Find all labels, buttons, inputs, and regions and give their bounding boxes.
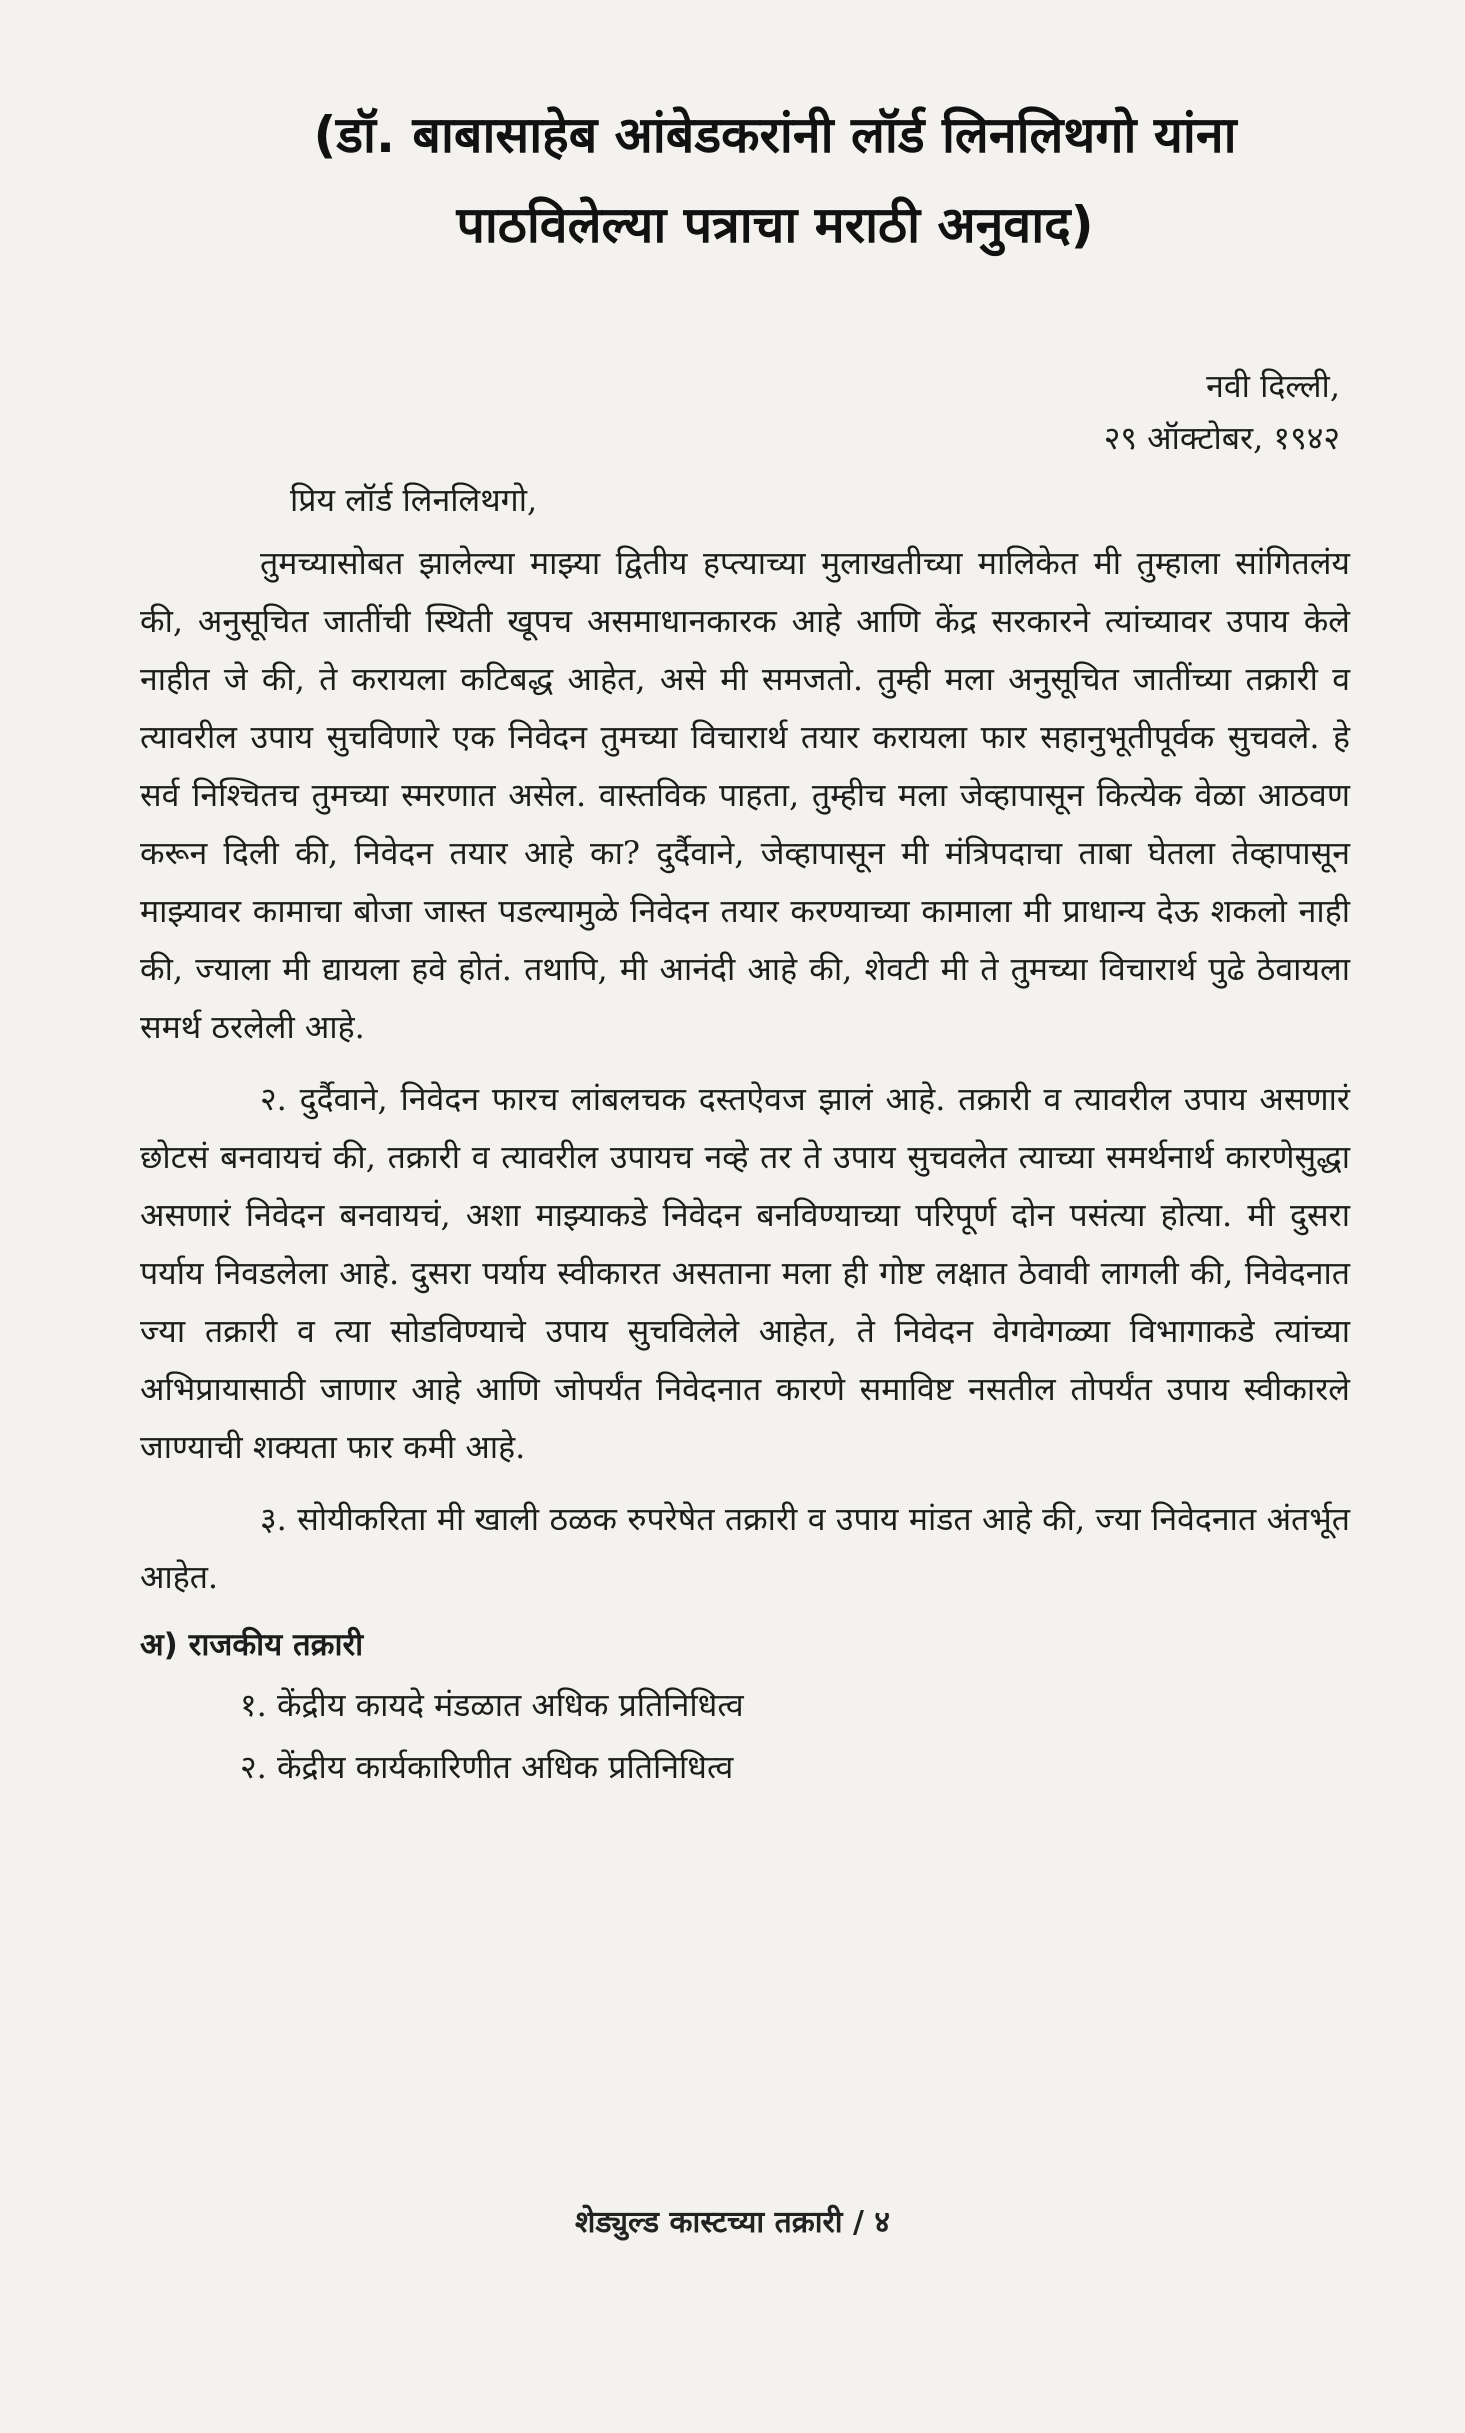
list-item: १. केंद्रीय कायदे मंडळात अधिक प्रतिनिधित्व [240, 1686, 744, 1724]
title-line-2: पाठविलेल्या पत्राचा मराठी अनुवाद) [456, 196, 1094, 254]
list-item: २. केंद्रीय कार्यकारिणीत अधिक प्रतिनिधित्व [240, 1748, 734, 1786]
page-title [200, 90, 1350, 270]
paragraph-2: २. दुर्दैवाने, निवेदन फारच लांबलचक दस्तऐवज झालं आहे. तक्रारी व त्यावरील उपाय असणारं छोटसं बनवायचं की, तक्रारी व त्यावरील उपायच नव्हे तर ते उपाय सुचवलेत त्याच्या समर्थनार्थ कारणेसुद्धा असणारं निवेदन बनवायचं, अशा माझ्याकडे निवेदन बनविण्याच्या परिपूर्ण दोन पसंत्या होत्या. मी दुसरा पर्याय निवडलेला आहे. दुसरा पर्याय स्वीकारत असताना मला ही गोष्ट लक्षात ठेवावी लागली की, निवेदनात ज्या तक्रारी व त्या सोडविण्याचे उपाय सुचविलेले आहेत, ते निवेदन वेगवेगळ्या विभागाकडे त्यांच्या अभिप्रायासाठी जाणार आहे आणि जोपर्यंत निवेदनात कारणे समाविष्ट नसतील तोपर्यंत उपाय स्वीकारले जाण्याची शक्यता फार कमी आहे. [140, 1080, 1350, 1466]
letter-place: नवी दिल्ली, [1206, 367, 1340, 405]
page-footer: शेड्युल्ड कास्टच्या तक्रारी / ४ [575, 2205, 890, 2240]
letter-dateline [140, 360, 1340, 464]
letter-salutation: प्रिय लॉर्ड लिनलिथगो, [290, 481, 538, 519]
title-line-1: (डॉ. बाबासाहेब आंबेडकरांनी लॉर्ड लिनलिथगो यांना [313, 106, 1237, 164]
section-heading: अ) राजकीय तक्रारी [140, 1627, 364, 1663]
paragraph-3: ३. सोयीकरिता मी खाली ठळक रुपरेषेत तक्रारी व उपाय मांडत आहे की, ज्या निवेदनात अंतर्भूत आहेत. [140, 1500, 1350, 1596]
paragraph-1: तुमच्यासोबत झालेल्या माझ्या द्वितीय हप्त्याच्या मुलाखतीच्या मालिकेत मी तुम्हाला सांगितलंय की, अनुसूचित जातींची स्थिती खूपच असमाधानकारक आहे आणि केंद्र सरकारने त्यांच्यावर उपाय केले नाहीत जे की, ते करायला कटिबद्ध आहेत, असे मी समजतो. तुम्ही मला अनुसूचित जातींच्या तक्रारी व त्यावरील उपाय सुचविणारे एक निवेदन तुमच्या विचारार्थ तयार करायला फार सहानुभूतीपूर्वक सुचवले. हे सर्व निश्चितच तुमच्या स्मरणात असेल. वास्तविक पाहता, तुम्हीच मला जेव्हापासून कित्येक वेळा आठवण करून दिली की, निवेदन तयार आहे का? दुर्दैवाने, जेव्हापासून मी मंत्रिपदाचा ताबा घेतला तेव्हापासून माझ्यावर कामाचा बोजा जास्त पडल्यामुळे निवेदन तयार करण्याच्या कामाला मी प्राधान्य देऊ शकलो नाही की, ज्याला मी द्यायला हवे होतं. तथापि, मी आनंदी आहे की, शेवटी मी ते तुमच्या विचारार्थ पुढे ठेवायला समर्थ ठरलेली आहे. [140, 544, 1350, 1046]
letter-date: २९ ऑक्टोबर, १९४२ [1103, 419, 1340, 457]
